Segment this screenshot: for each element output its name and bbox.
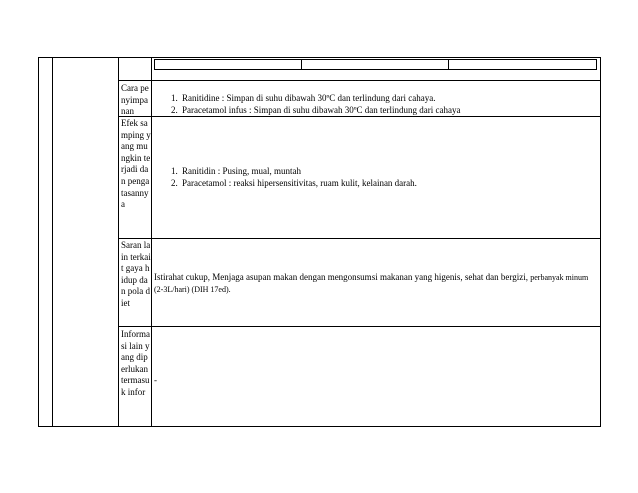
- label-informasi-lain: Informasi lain yang diperlukan termasuk infor: [121, 329, 150, 397]
- value-efek-samping: [154, 166, 598, 189]
- value-informasi-lain: -: [154, 375, 157, 385]
- subtable-cell-2: [301, 59, 449, 70]
- side-effects-list: [154, 166, 598, 189]
- storage-item-ranitidine: 1. Ranitidine : Simpan di suhu dibawah 30ºC dan terlindung dari cahaya.: [180, 93, 598, 105]
- label-saran-lain: Saran lain terkait gaya hidup dan pola diet: [121, 240, 151, 308]
- subtable-cell-3: [448, 59, 597, 70]
- label-efek-samping: Efek samping yang mungkin terjadi dan penga tasannya: [121, 118, 151, 210]
- side-effect-item-ranitidin: 1. Ranitidin : Pusing, mual, muntah: [180, 166, 598, 178]
- table-top-border: [38, 57, 601, 58]
- table-left-border: [38, 57, 39, 427]
- row-divider-2: [118, 238, 601, 239]
- label-cara-penyimpanan: Cara penyimpanan: [121, 83, 149, 117]
- table-right-border: [600, 57, 601, 427]
- lifestyle-advice-small-text: perbanyak minum (2-3L/hari) (DIH 17ed).: [154, 273, 589, 294]
- row-divider-header: [118, 80, 601, 81]
- value-saran-lain: [154, 272, 598, 296]
- row-divider-3: [118, 326, 601, 327]
- value-cara-penyimpanan: [154, 93, 598, 116]
- table-col-divider-2: [118, 57, 119, 427]
- side-effect-item-paracetamol: 2. Paracetamol : reaksi hipersensitivitas, ruam kulit, kelainan darah.: [180, 178, 598, 190]
- table-bottom-border: [38, 426, 601, 427]
- subtable-cell-1: [154, 59, 302, 70]
- storage-list: [154, 93, 598, 116]
- table-col-divider-1: [52, 57, 53, 427]
- storage-item-paracetamol: 2. Paracetamol infus : Simpan di suhu dibawah 30ºC dan terlindung dari cahaya: [180, 105, 598, 117]
- table-col-divider-3: [151, 57, 152, 427]
- lifestyle-advice-text: Istirahat cukup, Menjaga asupan makan dengan mengonsumsi makanan yang higenis, sehat dan bergizi,: [154, 272, 528, 282]
